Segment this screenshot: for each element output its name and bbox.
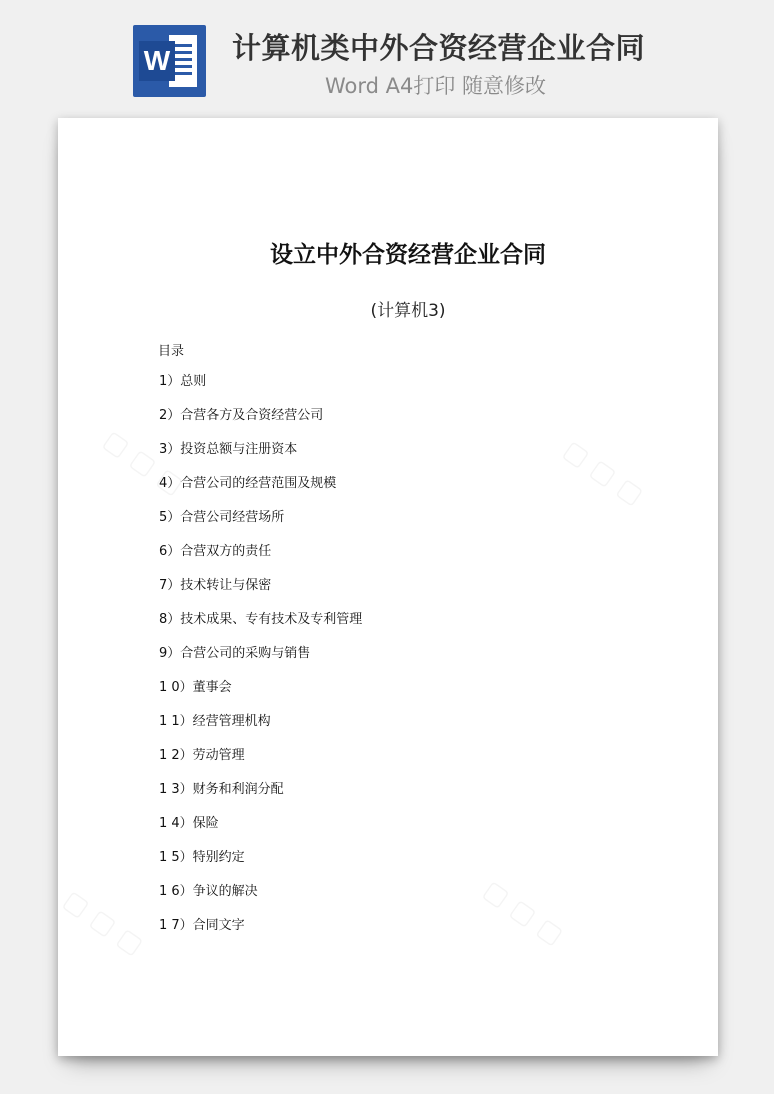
toc-item: 1 7）合同文字 [159, 918, 245, 933]
header-title: 计算机类中外合资经营企业合同 [232, 31, 646, 65]
toc-item: 1 1）经营管理机构 [159, 714, 271, 729]
document-page [58, 118, 718, 1056]
toc-item: 5）合营公司经营场所 [159, 510, 285, 525]
toc-item: 4）合营公司的经营范围及规模 [159, 476, 337, 491]
word-document-icon [133, 25, 206, 97]
toc-heading: 目录 [158, 344, 185, 359]
toc-item: 2）合营各方及合资经营公司 [159, 408, 324, 423]
toc-item: 1 3）财务和利润分配 [159, 782, 284, 797]
watermark-mark [558, 435, 649, 511]
word-icon-letter: W [139, 41, 175, 81]
toc-item: 1 0）董事会 [159, 680, 232, 695]
document-title: 设立中外合资经营企业合同 [270, 242, 546, 268]
toc-item: 1 6）争议的解决 [159, 884, 258, 899]
header-banner [0, 0, 774, 118]
toc-item: 8）技术成果、专有技术及专利管理 [159, 612, 363, 627]
toc-item: 1）总则 [159, 374, 207, 389]
watermark-mark [58, 885, 149, 961]
toc-item: 1 4）保险 [159, 816, 219, 831]
table-of-contents [159, 374, 362, 952]
header-subtitle: Word A4打印 随意修改 [325, 74, 547, 98]
toc-item: 1 2）劳动管理 [159, 748, 245, 763]
toc-item: 7）技术转让与保密 [159, 578, 272, 593]
toc-item: 1 5）特别约定 [159, 850, 245, 865]
document-subtitle: (计算机3) [370, 301, 446, 321]
toc-item: 9）合营公司的采购与销售 [159, 646, 311, 661]
toc-item: 3）投资总额与注册资本 [159, 442, 298, 457]
watermark-mark [478, 875, 569, 951]
toc-item: 6）合营双方的责任 [159, 544, 272, 559]
